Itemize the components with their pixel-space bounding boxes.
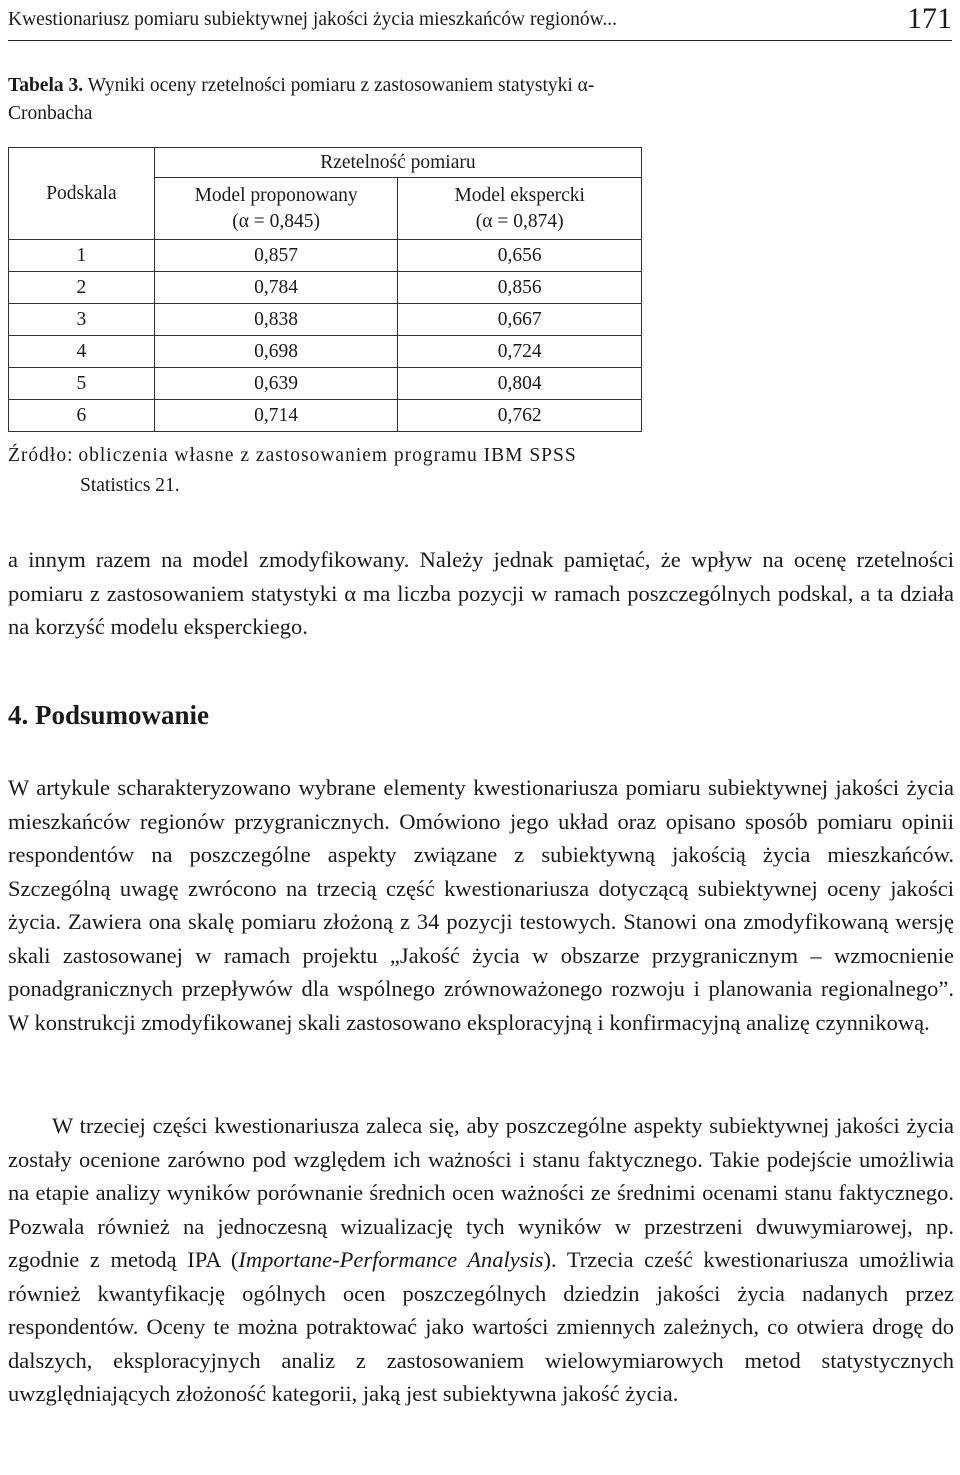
section-title: Podsumowanie xyxy=(35,700,210,730)
ipa-term: Importane-Performance Analysis xyxy=(238,1247,544,1272)
cell-proposed: 0,857 xyxy=(154,240,398,272)
table-row xyxy=(9,240,642,272)
summary-paragraph-1 xyxy=(8,771,954,1039)
cell-proposed: 0,639 xyxy=(154,368,398,400)
running-title: Kwestionariusz pomiaru subiektywnej jakości życia mieszkańców regionów... xyxy=(8,9,618,30)
cell-subscale: 3 xyxy=(9,304,155,336)
expert-model-alpha: (α = 0,874) xyxy=(475,210,564,232)
cell-subscale: 6 xyxy=(9,400,155,432)
table-caption-text: Wyniki oceny rzetelności pomiaru z zastosowaniem statystyki α-Cronbacha xyxy=(8,75,595,124)
table-row xyxy=(9,304,642,336)
source-continuation: Statistics 21. xyxy=(80,475,180,496)
cell-expert: 0,656 xyxy=(398,240,642,272)
section-heading xyxy=(8,700,209,731)
table-row xyxy=(9,336,642,368)
cell-expert: 0,804 xyxy=(398,368,642,400)
table-row xyxy=(9,272,642,304)
table-row xyxy=(9,368,642,400)
expert-model-label: Model ekspercki xyxy=(454,184,585,206)
cell-expert: 0,762 xyxy=(398,400,642,432)
header-proposed-model xyxy=(154,178,398,240)
page-number: 171 xyxy=(907,2,952,35)
paragraph-3-part-1: W trzeciej części kwestionariusza zaleca się, aby poszczególne aspekty subiektywnej jakości życia zostały ocenione zarówno pod względem ich ważności i stanu faktycznego. Takie podejście umożliwia na etapie analizy wyników porównanie średnich ocen ważności ze średnimi ocenami stanu faktycznego. Pozwala również na jednoczesną wizualizację tych wyników w przestrzeni dwuwymiarowej, np. zgodnie z metodą IPA ( xyxy=(8,1113,954,1272)
cell-proposed: 0,784 xyxy=(154,272,398,304)
paragraph-2-text: W artykule scharakteryzowano wybrane elementy kwestionariusza pomiaru subiektywnej jakości życia mieszkańców regionów przygranicznych. Omówiono jego układ oraz opisano sposób pomiaru opinii respondentów na poszczególne aspekty związane z subiektywną jakością życia mieszkańców. Szczególną uwagę zwrócono na trzecią część kwestionariusza dotyczącą subiektywnej oceny jakości życia. Zawiera ona skalę pomiaru złożoną z 34 pozycji testowych. Stanowi ona zmodyfikowaną wersję skali zastosowanej w ramach projektu „Jakość życia w obszarze przygranicznym – wzmocnienie ponadgranicznych przepływów dla wspólnego zrównoważonego rozwoju i planowania regionalnego”. W konstrukcji zmodyfikowanej skali zastosowano eksploracyjną i konfirmacyjną analizę czynnikową. xyxy=(8,775,954,1035)
summary-paragraph-2 xyxy=(8,1109,954,1411)
proposed-model-alpha: (α = 0,845) xyxy=(232,210,321,232)
page-header xyxy=(8,0,952,41)
paragraph-3-text xyxy=(8,1109,954,1411)
table-row xyxy=(9,400,642,432)
cell-subscale: 2 xyxy=(9,272,155,304)
cell-expert: 0,724 xyxy=(398,336,642,368)
cell-subscale: 4 xyxy=(9,336,155,368)
table-label: Tabela 3. xyxy=(8,75,84,96)
header-subscale: Podskala xyxy=(9,148,155,240)
table-source-note xyxy=(8,441,648,501)
header-expert-model xyxy=(398,178,642,240)
reliability-table xyxy=(8,147,642,432)
cell-proposed: 0,698 xyxy=(154,336,398,368)
paragraph-continuation xyxy=(8,543,954,644)
paragraph-1-text: a innym razem na model zmodyfikowany. Należy jednak pamiętać, że wpływ na ocenę rzetelności pomiaru z zastosowaniem statystyki α ma liczba pozycji w ramach poszczególnych podskal, a ta działa na korzyść modelu eksperckiego. xyxy=(8,547,954,639)
header-reliability: Rzetelność pomiaru xyxy=(154,148,641,178)
cell-proposed: 0,838 xyxy=(154,304,398,336)
cell-subscale: 5 xyxy=(9,368,155,400)
proposed-model-label: Model proponowany xyxy=(194,184,358,206)
table-caption xyxy=(8,72,648,128)
paragraph-3-part-2: ). Trzecia cześć kwestionariusza umożliwia również kwantyfikację ogólnych ocen poszczególnych dziedzin jakości życia nadanych przez respondentów. Oceny te można potraktować jako wartości zmiennych zależnych, co otwiera drogę do dalszych, eksploracyjnych analiz z zastosowaniem wielowymiarowych metod statystycznych uwzględniających złożoność kategorii, jaką jest subiektywna jakość życia. xyxy=(8,1247,954,1406)
source-label: Źródło: xyxy=(8,445,74,466)
cell-proposed: 0,714 xyxy=(154,400,398,432)
source-text: obliczenia własne z zastosowaniem programu IBM SPSS xyxy=(78,445,577,466)
cell-expert: 0,667 xyxy=(398,304,642,336)
cell-expert: 0,856 xyxy=(398,272,642,304)
section-number: 4. xyxy=(8,700,29,730)
cell-subscale: 1 xyxy=(9,240,155,272)
